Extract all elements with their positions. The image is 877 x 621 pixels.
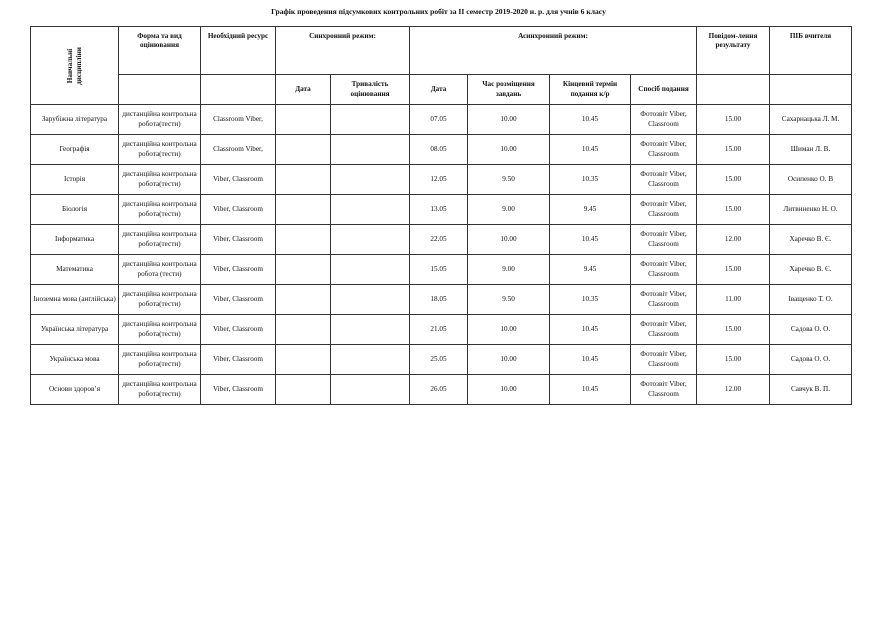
header-teacher: ПІБ вчителя xyxy=(770,27,852,75)
time-cell: 9.50 xyxy=(468,285,550,315)
notify-cell: 12.00 xyxy=(697,225,770,255)
sync-date-cell xyxy=(276,315,331,345)
sync-date-cell xyxy=(276,375,331,405)
header-row-2 xyxy=(31,75,852,105)
deadline-cell: 10.35 xyxy=(550,285,631,315)
header-sync-date: Дата xyxy=(276,75,331,105)
header-notify-empty xyxy=(697,75,770,105)
deadline-cell: 10.45 xyxy=(550,225,631,255)
sync-duration-cell xyxy=(331,225,410,255)
sync-date-cell xyxy=(276,285,331,315)
subject-cell: Математика xyxy=(31,255,119,285)
header-discipline: Навчальні дисципліни xyxy=(31,27,119,105)
time-cell: 10.00 xyxy=(468,105,550,135)
deadline-cell: 10.45 xyxy=(550,345,631,375)
form-cell: дистанційна контрольна робота(тести) xyxy=(119,345,201,375)
header-row-1 xyxy=(31,27,852,75)
sync-duration-cell xyxy=(331,285,410,315)
date-cell: 08.05 xyxy=(410,135,468,165)
time-cell: 10.00 xyxy=(468,345,550,375)
header-async-deadline: Кінцевий термін подання к/р xyxy=(550,75,631,105)
teacher-cell: Литвиненко Н. О. xyxy=(770,195,852,225)
time-cell: 10.00 xyxy=(468,225,550,255)
teacher-cell: Харечко В. Є. xyxy=(770,255,852,285)
deadline-cell: 9.45 xyxy=(550,255,631,285)
form-cell: дистанційна контрольна робота(тести) xyxy=(119,105,201,135)
notify-cell: 15.00 xyxy=(697,105,770,135)
header-form-empty xyxy=(119,75,201,105)
method-cell: Фотозвіт Viber, Classroom xyxy=(631,255,697,285)
subject-cell: Іноземна мова (англійська) xyxy=(31,285,119,315)
subject-cell: Біологія xyxy=(31,195,119,225)
form-cell: дистанційна контрольна робота(тести) xyxy=(119,165,201,195)
notify-cell: 11.00 xyxy=(697,285,770,315)
notify-cell: 15.00 xyxy=(697,345,770,375)
resource-cell: Classroom Viber, xyxy=(201,135,276,165)
date-cell: 18.05 xyxy=(410,285,468,315)
resource-cell: Viber, Classroom xyxy=(201,285,276,315)
header-sync-duration: Тривалість оцінювання xyxy=(331,75,410,105)
table-row xyxy=(31,225,852,255)
time-cell: 9.00 xyxy=(468,195,550,225)
table-row xyxy=(31,255,852,285)
header-notify: Повідом-лення результату xyxy=(697,27,770,75)
deadline-cell: 10.45 xyxy=(550,105,631,135)
method-cell: Фотозвіт Viber, Classroom xyxy=(631,195,697,225)
table-row xyxy=(31,105,852,135)
deadline-cell: 10.35 xyxy=(550,165,631,195)
subject-cell: Українська література xyxy=(31,315,119,345)
subject-cell: Українська мова xyxy=(31,345,119,375)
header-sync: Синхронний режим: xyxy=(276,27,410,75)
deadline-cell: 10.45 xyxy=(550,135,631,165)
notify-cell: 15.00 xyxy=(697,135,770,165)
header-async-method: Спосіб подання xyxy=(631,75,697,105)
date-cell: 26.05 xyxy=(410,375,468,405)
sync-date-cell xyxy=(276,135,331,165)
subject-cell: Основи здоров’я xyxy=(31,375,119,405)
teacher-cell: Садова О. О. xyxy=(770,345,852,375)
header-form: Форма та вид оцінювання xyxy=(119,27,201,75)
teacher-cell: Садова О. О. xyxy=(770,315,852,345)
sync-duration-cell xyxy=(331,255,410,285)
sync-duration-cell xyxy=(331,105,410,135)
teacher-cell: Іващенко Т. О. xyxy=(770,285,852,315)
resource-cell: Viber, Classroom xyxy=(201,255,276,285)
form-cell: дистанційна контрольна робота(тести) xyxy=(119,135,201,165)
method-cell: Фотозвіт Viber, Classroom xyxy=(631,345,697,375)
resource-cell: Viber, Classroom xyxy=(201,225,276,255)
method-cell: Фотозвіт Viber, Classroom xyxy=(631,165,697,195)
notify-cell: 15.00 xyxy=(697,255,770,285)
date-cell: 07.05 xyxy=(410,105,468,135)
date-cell: 13.05 xyxy=(410,195,468,225)
resource-cell: Viber, Classroom xyxy=(201,375,276,405)
date-cell: 21.05 xyxy=(410,315,468,345)
time-cell: 9.00 xyxy=(468,255,550,285)
notify-cell: 15.00 xyxy=(697,195,770,225)
sync-duration-cell xyxy=(331,315,410,345)
resource-cell: Viber, Classroom xyxy=(201,345,276,375)
resource-cell: Viber, Classroom xyxy=(201,195,276,225)
time-cell: 10.00 xyxy=(468,375,550,405)
sync-date-cell xyxy=(276,195,331,225)
notify-cell: 12.00 xyxy=(697,375,770,405)
resource-cell: Classroom Viber, xyxy=(201,105,276,135)
deadline-cell: 10.45 xyxy=(550,375,631,405)
method-cell: Фотозвіт Viber, Classroom xyxy=(631,135,697,165)
table-row xyxy=(31,345,852,375)
teacher-cell: Осипенко О. В xyxy=(770,165,852,195)
sync-duration-cell xyxy=(331,165,410,195)
notify-cell: 15.00 xyxy=(697,165,770,195)
header-async-date: Дата xyxy=(410,75,468,105)
teacher-cell: Сахарнацька Л. М. xyxy=(770,105,852,135)
sync-duration-cell xyxy=(331,375,410,405)
schedule-table xyxy=(30,26,852,405)
method-cell: Фотозвіт Viber, Classroom xyxy=(631,315,697,345)
subject-cell: Зарубіжна література xyxy=(31,105,119,135)
sync-duration-cell xyxy=(331,135,410,165)
method-cell: Фотозвіт Viber, Classroom xyxy=(631,225,697,255)
date-cell: 12.05 xyxy=(410,165,468,195)
header-resource-empty xyxy=(201,75,276,105)
time-cell: 10.00 xyxy=(468,315,550,345)
table-row xyxy=(31,285,852,315)
table-row xyxy=(31,165,852,195)
form-cell: дистанційна контрольна робота (тести) xyxy=(119,255,201,285)
teacher-cell: Харечко В. Є. xyxy=(770,225,852,255)
sync-date-cell xyxy=(276,105,331,135)
date-cell: 22.05 xyxy=(410,225,468,255)
subject-cell: Історія xyxy=(31,165,119,195)
form-cell: дистанційна контрольна робота(тести) xyxy=(119,315,201,345)
method-cell: Фотозвіт Viber, Classroom xyxy=(631,375,697,405)
form-cell: дистанційна контрольна робота(тести) xyxy=(119,375,201,405)
deadline-cell: 9.45 xyxy=(550,195,631,225)
teacher-cell: Шиман Л. В. xyxy=(770,135,852,165)
form-cell: дистанційна контрольна робота(тести) xyxy=(119,285,201,315)
header-teacher-empty xyxy=(770,75,852,105)
table-row xyxy=(31,195,852,225)
header-async-time: Час розміщення завдань xyxy=(468,75,550,105)
form-cell: дистанційна контрольна робота(тести) xyxy=(119,225,201,255)
sync-duration-cell xyxy=(331,195,410,225)
sync-date-cell xyxy=(276,255,331,285)
sync-date-cell xyxy=(276,225,331,255)
header-resource: Необхідний ресурс xyxy=(201,27,276,75)
table-row xyxy=(31,375,852,405)
resource-cell: Viber, Classroom xyxy=(201,165,276,195)
time-cell: 9.50 xyxy=(468,165,550,195)
table-row xyxy=(31,135,852,165)
teacher-cell: Савчук В. П. xyxy=(770,375,852,405)
table-row xyxy=(31,315,852,345)
method-cell: Фотозвіт Viber, Classroom xyxy=(631,285,697,315)
date-cell: 25.05 xyxy=(410,345,468,375)
resource-cell: Viber, Classroom xyxy=(201,315,276,345)
date-cell: 15.05 xyxy=(410,255,468,285)
time-cell: 10.00 xyxy=(468,135,550,165)
notify-cell: 15.00 xyxy=(697,315,770,345)
subject-cell: Географія xyxy=(31,135,119,165)
sync-date-cell xyxy=(276,345,331,375)
form-cell: дистанційна контрольна робота(тести) xyxy=(119,195,201,225)
deadline-cell: 10.45 xyxy=(550,315,631,345)
subject-cell: Інформатика xyxy=(31,225,119,255)
method-cell: Фотозвіт Viber, Classroom xyxy=(631,105,697,135)
sync-date-cell xyxy=(276,165,331,195)
document-title: Графік проведення підсумкових контрольних робіт за ІІ семестр 2019-2020 н. р. для учнів 6 класу xyxy=(271,7,606,16)
header-async: Асинхронний режим: xyxy=(410,27,697,75)
sync-duration-cell xyxy=(331,345,410,375)
